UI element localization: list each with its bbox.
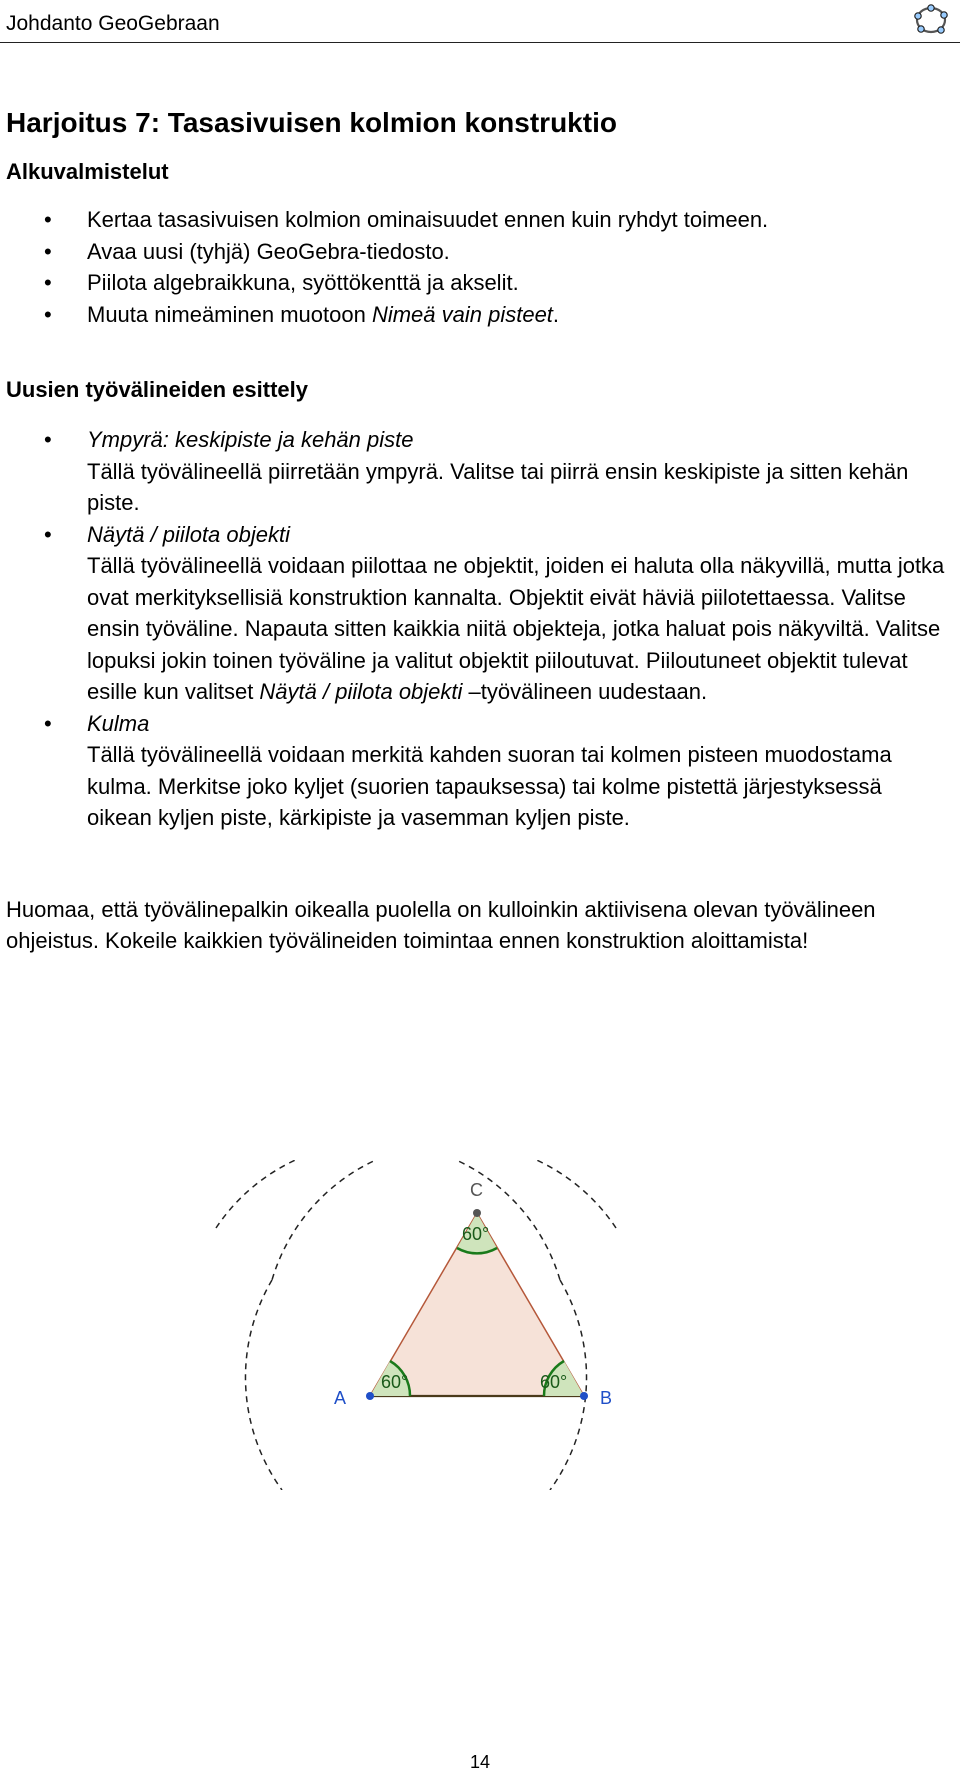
prep-heading: Alkuvalmistelut (6, 159, 169, 184)
page-number: 14 (469, 1752, 491, 1772)
list-item (6, 299, 952, 331)
construction-arc-a (216, 1160, 560, 1280)
tools-list (6, 424, 952, 834)
point-c (473, 1209, 481, 1217)
angle-label-a: 60° (381, 1372, 409, 1392)
list-item-text: Muuta nimeäminen muotoon (87, 301, 372, 327)
geogebra-logo-icon (912, 2, 950, 38)
list-item: • Avaa uusi (tyhjä) GeoGebra-tiedosto. (6, 236, 952, 268)
point-label-c: C (470, 1180, 483, 1200)
tool-name: • Ympyrä: keskipiste ja kehän piste (87, 427, 414, 452)
equilateral-triangle-figure (200, 1160, 640, 1490)
exercise-title: Harjoitus 7: Tasasivuisen kolmion konstruktio (6, 107, 617, 138)
tool-description: Tällä työvälineellä piirretään ympyrä. Valitse tai piirrä ensin keskipiste ja sitten kehän piste. (87, 458, 909, 515)
point-label-b: B (600, 1388, 613, 1408)
angle-label-b: 60° (540, 1372, 568, 1392)
outro-paragraph: Huomaa, että työvälinepalkin oikealla puolella on kulloinkin aktiivisena olevan työvälineen ohjeistus. Kokeile kaikkien työvälineiden toimintaa ennen konstruktion aloittamista! (6, 896, 876, 953)
tool-description: Tällä työvälineellä voidaan merkitä kahden suoran tai kolmen pisteen muodostama kulma. Merkitse joko kyljet (suorien tapauksessa) tai kolme pistettä järjestyksessä oikean kyljen piste, kärkipiste ja vasemman kyljen piste. (87, 742, 892, 830)
point-label-a: A (334, 1388, 347, 1408)
list-item-text-end: . (552, 301, 560, 327)
tools-heading: Uusien työvälineiden esittely (6, 377, 308, 402)
tool-item (6, 424, 952, 519)
construction-arc-b (272, 1160, 616, 1280)
tool-description-text: Tällä työvälineellä voidaan piilottaa ne objektit, joiden ei haluta olla näkyvillä, mutta jotka ovat merkityksellisiä konstruktion kannalta. Objektit eivät häviä piilotettaessa. Valitse ensin työväline. Napauta sitten kaikkia niitä objekteja, jotka haluat pois näkyviltä. Valitse lopuksi jokin toinen työväline ja valitut objektit piiloutuvat. Piiloutuneet objektit tulevat esille kun valitset (87, 553, 945, 704)
list-item: • Kertaa tasasivuisen kolmion ominaisuudet ennen kuin ryhdyt toimeen. (6, 204, 952, 236)
tool-name: • Kulma (87, 710, 150, 736)
point-a (366, 1392, 374, 1400)
tool-description-emphasis: Näytä / piilota objekti (259, 679, 463, 704)
tool-item (6, 708, 952, 834)
prep-list (6, 204, 952, 330)
construction-arc-b-lower (245, 1280, 282, 1490)
header-title: Johdanto GeoGebraan (6, 12, 220, 35)
point-b (580, 1392, 588, 1400)
angle-label-c: 60° (462, 1224, 490, 1244)
tool-name: • Näytä / piilota objekti (87, 521, 290, 547)
list-item-emphasis: Nimeä vain pisteet (371, 301, 553, 327)
tool-description-end: –työvälineen uudestaan. (462, 679, 708, 704)
list-item: • Piilota algebraikkuna, syöttökenttä ja akselit. (6, 267, 952, 299)
tool-description (87, 550, 952, 708)
tool-item (6, 519, 952, 708)
page-content (6, 102, 952, 979)
page-header (0, 0, 960, 43)
